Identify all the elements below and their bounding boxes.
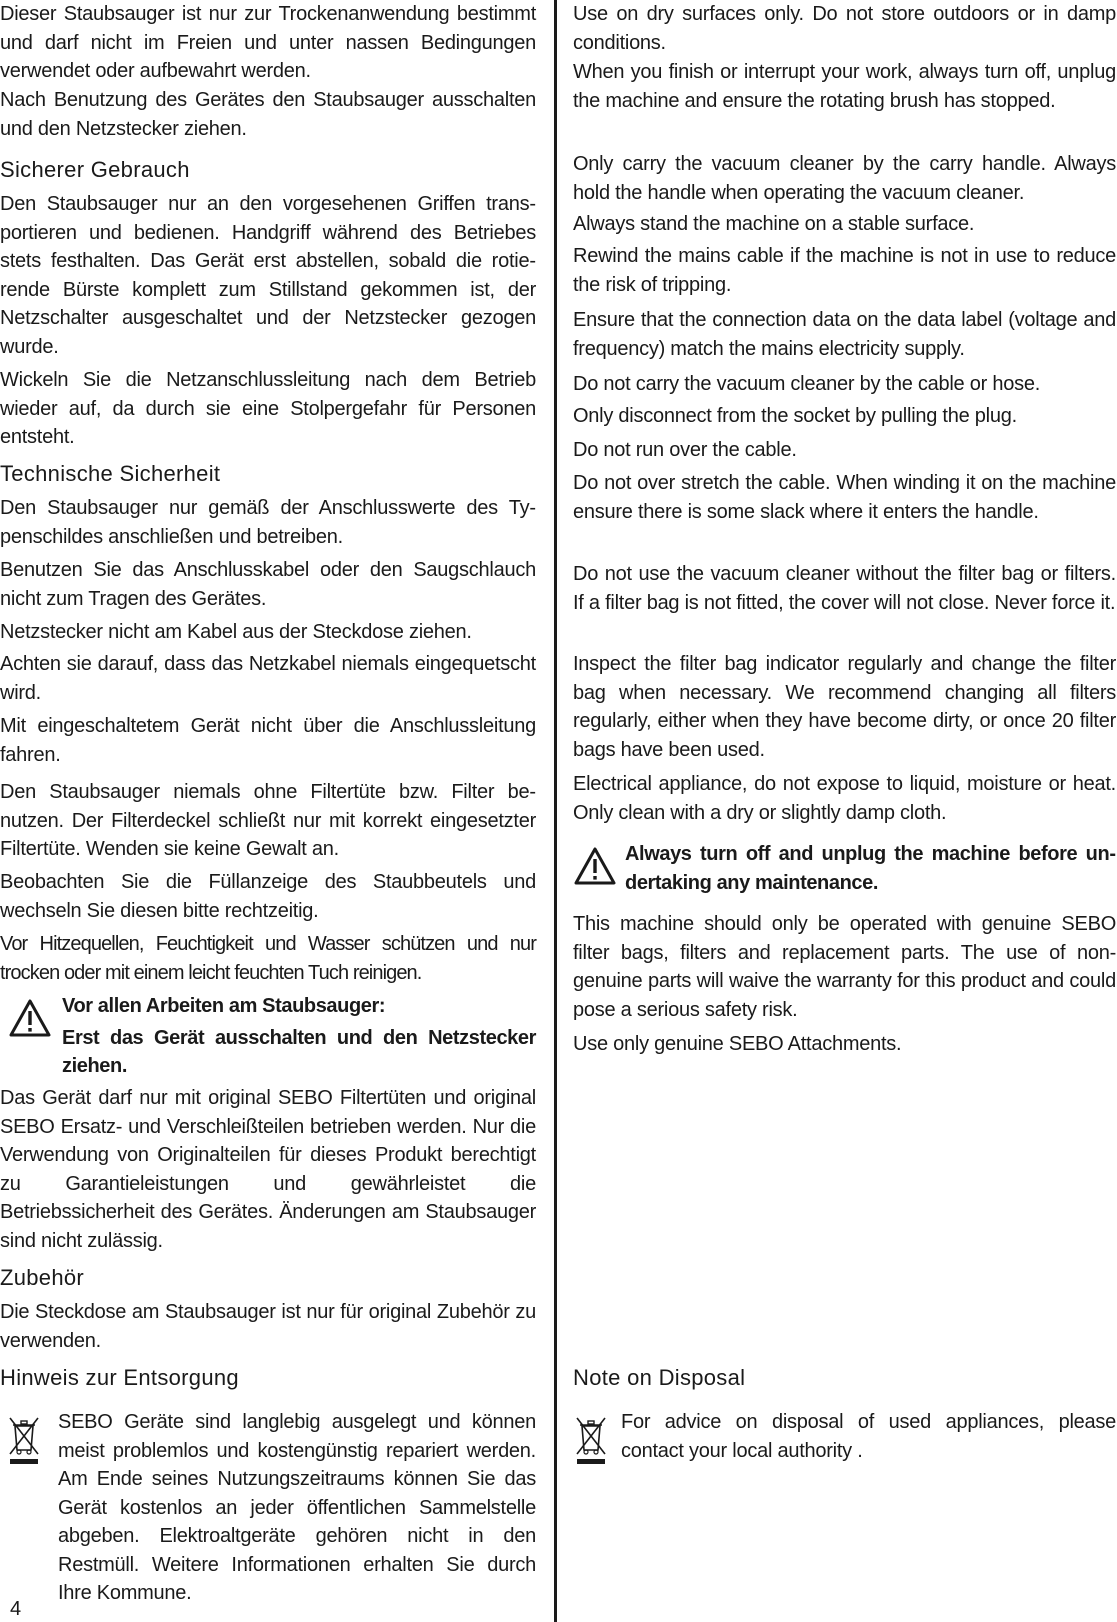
paragraph: Inspect the filter bag indicator regularly and change the filter bag when necessary. We recommend changing all filters regularly, either when they have become dirty, or once 20 filter bags have been used. [573, 653, 1116, 761]
paragraph: Do not run over the cable. [573, 439, 797, 461]
paragraph: Den Staubsauger niemals ohne Filtertüte bzw. Filter benutzen. Der Filterdeckel schließt nur mit korrekt eingesetzter Filtertüte. Wenden sie keine Gewalt an. [0, 781, 536, 860]
paragraph: Use only genuine SEBO Attachments. [573, 1033, 902, 1055]
paragraph: Do not use the vacuum cleaner without the filter bag or filters. If a filter bag is not fitted, the cover will not close. Never force it. [573, 563, 1116, 614]
paragraph: Die Steckdose am Staubsauger ist nur für original Zubehör zu verwenden. [0, 1301, 536, 1352]
paragraph: Benutzen Sie das Anschlusskabel oder den Saugschlauch nicht zum Tragen des Gerätes. [0, 559, 536, 610]
crossed-out-bin-icon [573, 1414, 609, 1466]
german-column [0, 0, 536, 1622]
paragraph: This machine should only be operated with genuine SEBO filter bags, filters and replacement parts. The use of non-genuine parts will waive the warranty for this product and could pose a serious safety risk. [573, 913, 1116, 1021]
paragraph: SEBO Geräte sind langlebig ausgelegt und können meist problemlos und kostengünstig repariert werden. Am Ende seines Nutzungszeitraums können Sie das Gerät kostenlos an jeder öffentlichen Sammelstelle abgeben. Elektroaltgeräte gehören nicht in den Restmüll. Weitere Informationen erhalten Sie durch Ihre Kommune. [58, 1411, 536, 1604]
section-heading-technical-safety: Technische Sicherheit [0, 461, 221, 486]
paragraph: Netzstecker nicht am Kabel aus der Steckdose ziehen. [0, 621, 472, 643]
paragraph: Mit eingeschaltetem Gerät nicht über die Anschlussleitung fahren. [0, 715, 536, 766]
column-divider [554, 0, 557, 1622]
section-heading-disposal: Note on Disposal [573, 1365, 746, 1390]
paragraph: Den Staubsauger nur an den vorgesehenen Griffen transportieren und bedienen. Handgriff während des Betriebes stets festhalten. Das Gerät erst abstellen, sobald die rotierende Bürste komplett zum Stillstand gekommen ist, der Netzschalter ausgeschaltet und der Netzstecker gezogen wurde. [0, 193, 536, 358]
paragraph: Use on dry surfaces only. Do not store outdoors or in damp conditions. [573, 3, 1116, 54]
paragraph: Ensure that the connection data on the data label (voltage and frequency) match the mains electricity supply. [573, 309, 1116, 360]
paragraph: Do not over stretch the cable. When winding it on the machine ensure there is some slack where it enters the handle. [573, 472, 1116, 523]
paragraph: Achten sie darauf, dass das Netzkabel niemals eingequetscht wird. [0, 653, 536, 704]
paragraph: Wickeln Sie die Netzanschlussleitung nach dem Betrieb wieder auf, da durch sie eine Stolpergefahr für Personen entsteht. [0, 369, 536, 448]
warning-text: Always turn off and unplug the machine before undertaking any maintenance. [625, 843, 1116, 894]
section-heading-accessories: Zubehör [0, 1265, 85, 1290]
paragraph: When you finish or interrupt your work, always turn off, unplug the machine and ensure the rotating brush has stopped. [573, 61, 1116, 112]
warning-line-1: Vor allen Arbeiten am Staubsauger: [62, 995, 386, 1017]
section-heading-disposal: Hinweis zur Entsorgung [0, 1365, 239, 1390]
warning-triangle-icon [8, 998, 52, 1038]
crossed-out-bin-icon [6, 1414, 42, 1466]
paragraph: Nach Benutzung des Gerätes den Staubsauger ausschalten und den Netzstecker ziehen. [0, 89, 536, 140]
paragraph: For advice on disposal of used appliances, please contact your local authority . [621, 1411, 1116, 1462]
paragraph: Den Staubsauger nur gemäß der Anschlusswerte des Typenschildes anschließen und betreiben. [0, 497, 536, 548]
paragraph: Das Gerät darf nur mit original SEBO Filtertüten und original SEBO Ersatz- und Verschleißteilen betrieben werden. Nur die Verwendung von Originalteilen für dieses Produkt berechtigt zu Garantieleistungen und gewährleistet die Betriebssicherheit des Gerätes. Änderungen am Staubsauger sind nicht zulässig. [0, 1087, 536, 1252]
paragraph: Rewind the mains cable if the machine is not in use to reduce the risk of tripping. [573, 245, 1116, 296]
warning-triangle-icon [573, 846, 617, 886]
paragraph: Only carry the vacuum cleaner by the carry handle. Always hold the handle when operating the vacuum cleaner. [573, 153, 1116, 204]
paragraph: Vor Hitzequellen, Feuchtigkeit und Wasser schützen und nur trocken oder mit einem leicht feuchten Tuch reinigen. [0, 933, 536, 984]
english-column [573, 0, 1116, 1622]
paragraph: Electrical appliance, do not expose to liquid, moisture or heat. Only clean with a dry or slightly damp cloth. [573, 773, 1116, 824]
paragraph: Do not carry the vacuum cleaner by the cable or hose. [573, 373, 1041, 395]
page-number: 4 [10, 1598, 22, 1620]
paragraph: Beobachten Sie die Füllanzeige des Staubbeutels und wechseln Sie diesen bitte rechtzeitig. [0, 871, 536, 922]
warning-line-2: Erst das Gerät ausschalten und den Netzstecker ziehen. [62, 1026, 536, 1077]
paragraph: Dieser Staubsauger ist nur zur Trockenanwendung bestimmt und darf nicht im Freien und unter nassen Bedingungen verwendet oder aufbewahrt werden. [0, 3, 536, 82]
paragraph: Always stand the machine on a stable surface. [573, 213, 975, 235]
paragraph: Only disconnect from the socket by pulling the plug. [573, 405, 1017, 427]
section-heading-safe-use: Sicherer Gebrauch [0, 157, 190, 182]
